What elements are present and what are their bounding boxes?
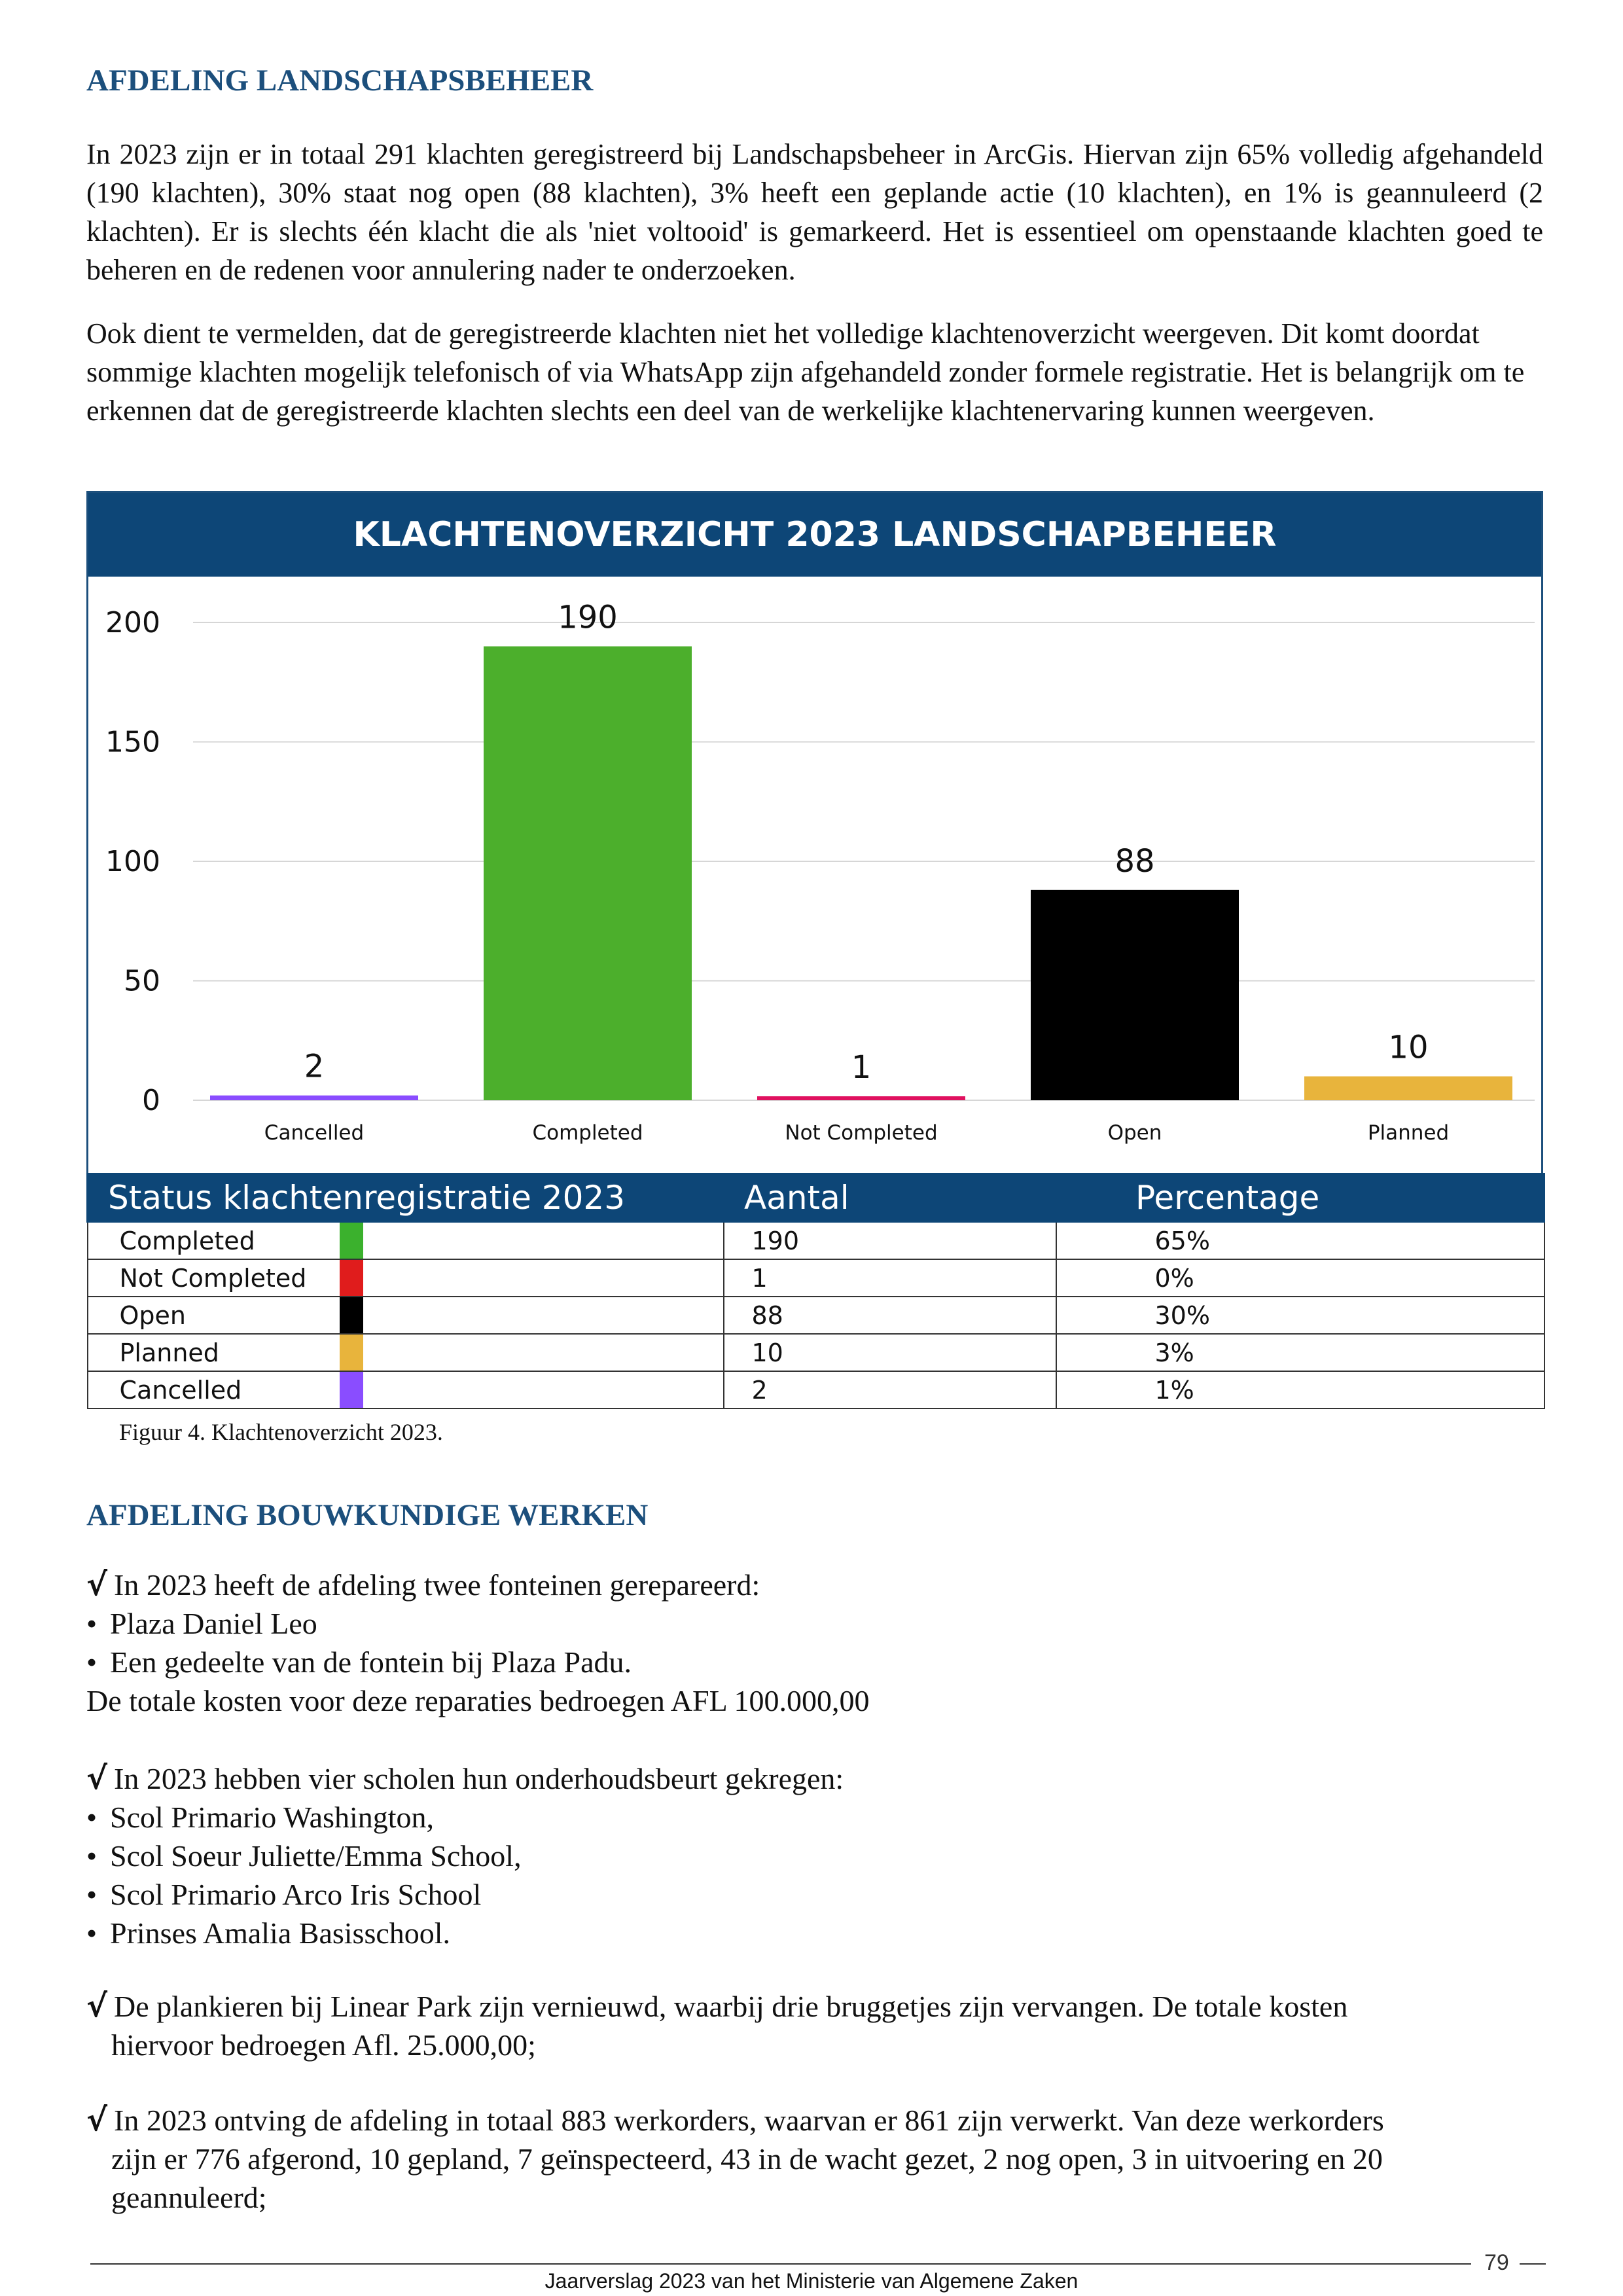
table-header-status: Status klachtenregistratie 2023 [88,1174,724,1222]
x-tick-label: Open [1107,1121,1162,1145]
x-tick-label: Planned [1367,1121,1450,1145]
check-icon: √ [86,1988,108,2024]
status-count: 88 [724,1297,1056,1334]
status-color-swatch [340,1260,363,1296]
table-row [88,1297,1544,1334]
data-label: 10 [1388,1029,1429,1066]
data-label: 88 [1115,842,1155,880]
page-number: 79 [1484,2250,1509,2275]
status-count: 2 [724,1371,1056,1408]
check-icon: √ [86,1760,108,1797]
status-name: Planned [119,1338,219,1367]
paragraph-landschapsbeheer-1: In 2023 zijn er in totaal 291 klachten geregistreerd bij Landschapsbeheer in ArcGis. Hiervan zijn 65% volledig afgehandeld (190 klachten), 30% staat nog open (88 klachten), 3% heeft een geplande actie (10 klachten), en 1% is geannuleerd (2 klachten). Er is slechts één klacht die als 'niet voltooid' is gemarkeerd. Het is essentieel om openstaande klachten goed te beheren en de redenen voor annulering nader te onderzoeken. [86,138,1543,286]
list-item: √ In 2023 hebben vier scholen hun onderhoudsbeurt gekregen: [86,1760,844,1797]
status-color-swatch [340,1372,363,1408]
chart-plot-area [88,577,1541,1176]
y-tick-label: 50 [124,964,160,998]
linear-park-block [86,1987,1543,2064]
table-row [88,1334,1544,1371]
status-count: 190 [724,1222,1056,1260]
bullet-icon: • [86,1801,98,1834]
status-count: 10 [724,1334,1056,1371]
footer-rule [90,2263,1471,2265]
list-item: • Scol Soeur Juliette/Emma School, [86,1837,1543,1875]
status-color-swatch [340,1335,363,1371]
x-tick-label: Not Completed [785,1121,938,1145]
chart-title: KLACHTENOVERZICHT 2023 LANDSCHAPBEHEER [88,493,1541,577]
fountains-cost: De totale kosten voor deze reparaties bedroegen AFL 100.000,00 [86,1684,870,1717]
status-color-swatch [340,1297,363,1333]
paragraph-landschapsbeheer-2: Ook dient te vermelden, dat de geregistreerde klachten niet het volledige klachtenoverzicht weergeven. Dit komt doordat sommige klachten mogelijk telefonisch of via WhatsApp zijn afgehandeld zonder formele registratie. Het is belangrijk om te erkennen dat de geregistreerde klachten slechts een deel van de werkelijke klachtenervaring kunnen weergeven. [86,317,1525,427]
table-header-count: Aantal [724,1174,1056,1222]
y-tick-label: 0 [142,1084,160,1117]
status-color-swatch [340,1223,363,1259]
section-heading-bouwkundige-werken: AFDELING BOUWKUNDIGE WERKEN [86,1498,649,1532]
x-tick-label: Completed [532,1121,643,1145]
schools-block [86,1759,1543,1952]
section-heading-landschapsbeheer: AFDELING LANDSCHAPSBEHEER [86,63,594,98]
table-header-percentage: Percentage [1056,1174,1544,1222]
list-item: √ In 2023 heeft de afdeling twee fonteinen gerepareerd: [86,1566,760,1603]
table-row [88,1371,1544,1408]
footer-rule-right [1520,2263,1546,2265]
status-table [86,1173,1545,1409]
bar [484,647,692,1101]
bar [210,1096,418,1100]
complaints-bar-chart [86,491,1543,1178]
status-percentage: 30% [1056,1297,1544,1334]
bullet-icon: • [86,1916,98,1950]
status-name: Not Completed [119,1263,307,1293]
list-item: • Scol Primario Washington, [86,1798,1543,1837]
workorders-block [86,2101,1543,2217]
y-tick-label: 100 [105,845,160,878]
status-percentage: 0% [1056,1259,1544,1297]
bullet-icon: • [86,1607,98,1640]
fountains-block [86,1566,1543,1720]
check-icon: √ [86,1566,108,1603]
list-item: • Prinses Amalia Basisschool. [86,1914,1543,1952]
data-label: 1 [851,1049,872,1086]
bullet-icon: • [86,1839,98,1873]
list-item: • Plaza Daniel Leo [86,1604,1543,1643]
figure-caption: Figuur 4. Klachtenoverzicht 2023. [119,1419,443,1445]
list-item-continuation: hiervoor bedroegen Afl. 25.000,00; [111,2028,536,2062]
bar [1031,890,1239,1100]
bullet-icon: • [86,1645,98,1679]
bar [757,1096,965,1100]
bullet-icon: • [86,1878,98,1911]
bar [1304,1077,1512,1101]
y-tick-label: 150 [105,725,160,759]
check-icon: √ [86,2102,108,2138]
list-item-continuation: geannuleerd; [111,2181,267,2214]
status-name: Open [119,1300,186,1330]
status-name: Cancelled [119,1375,242,1405]
data-label: 190 [558,599,618,636]
table-row [88,1222,1544,1260]
list-item-continuation: zijn er 776 afgerond, 10 gepland, 7 geïnspecteerd, 43 in de wacht gezet, 2 nog open, 3 in uitvoering en 20 [111,2142,1383,2176]
status-percentage: 3% [1056,1334,1544,1371]
y-tick-label: 200 [105,606,160,639]
list-item: √ De plankieren bij Linear Park zijn vernieuwd, waarbij drie bruggetjes zijn vervangen. De totale kosten [86,1988,1348,2024]
x-tick-label: Cancelled [264,1121,365,1145]
status-percentage: 65% [1056,1222,1544,1260]
status-count: 1 [724,1259,1056,1297]
data-label: 2 [304,1048,325,1085]
table-row [88,1259,1544,1297]
list-item: • Scol Primario Arco Iris School [86,1875,1543,1914]
list-item: √ In 2023 ontving de afdeling in totaal 883 werkorders, waarvan er 861 zijn verwerkt. Van deze werkorders [86,2102,1384,2138]
status-name: Completed [119,1226,255,1255]
list-item: • Een gedeelte van de fontein bij Plaza Padu. [86,1643,1543,1681]
footer-text: Jaarverslag 2023 van het Ministerie van Algemene Zaken [544,2269,1079,2293]
status-percentage: 1% [1056,1371,1544,1408]
